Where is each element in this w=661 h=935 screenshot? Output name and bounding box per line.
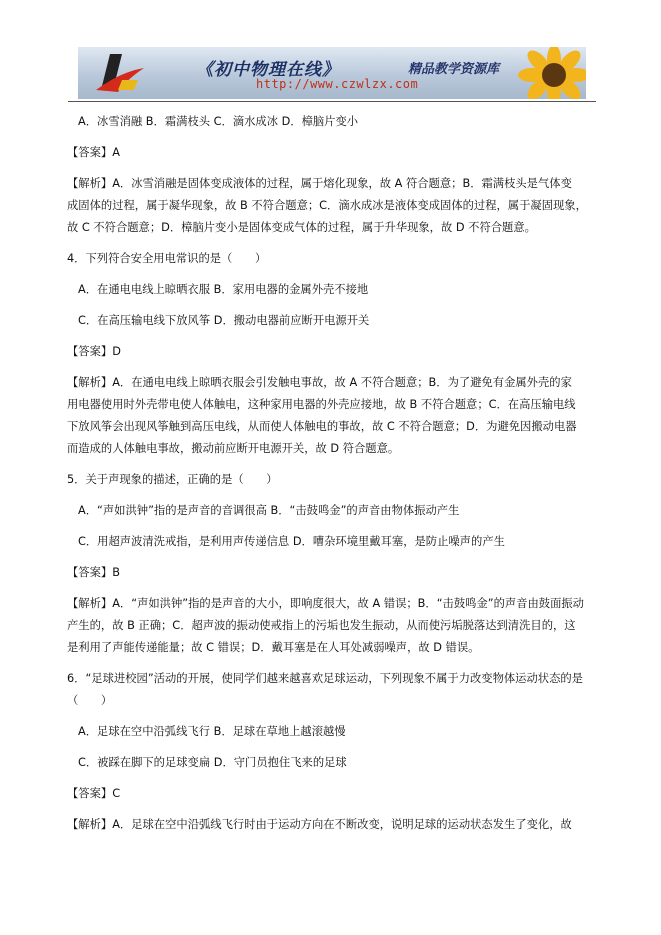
- sunflower-icon: [514, 47, 586, 99]
- options-line: A．“声如洪钟”指的是声音的音调很高 B．“击鼓鸣金”的声音由物体振动产生: [78, 504, 460, 517]
- explanation-line: 【解析】A．在通电电线上晾晒衣服会引发触电事故，故 A 不符合题意；B．为了避免有金属外壳的家: [67, 376, 572, 389]
- explanation-line: 是利用了声能传递能量；故 C 错误；D．戴耳塞是在人耳处减弱噪声，故 D 错误。: [67, 641, 480, 654]
- options-line: C．被踩在脚下的足球变扁 D．守门员抱住飞来的足球: [78, 756, 347, 769]
- answer-line: 【答案】C: [67, 787, 121, 800]
- options-line: A．冰雪消融 B．霜满枝头 C．滴水成冰 D．樟脑片变小: [78, 115, 359, 128]
- banner-title: 《初中物理在线》: [196, 60, 340, 80]
- answer-line: 【答案】B: [67, 566, 120, 579]
- explanation-line: 产生的，故 B 正确；C．超声波的振动使戒指上的污垢也发生振动，从而使污垢脱落达到清洗目的，这: [67, 619, 576, 632]
- site-banner: [78, 47, 586, 99]
- banner-url: http://www.czwlzx.com: [256, 77, 419, 91]
- explanation-line: 用电器使用时外壳带电使人体触电，这种家用电器的外壳应接地，故 B 不符合题意；C．在高压输电线: [67, 398, 576, 411]
- answer-line: 【答案】A: [67, 146, 120, 159]
- banner-subtitle: 精品教学资源库: [408, 62, 500, 77]
- header-rule: [68, 101, 596, 102]
- options-line: A．足球在空中沿弧线飞行 B．足球在草地上越滚越慢: [78, 725, 346, 738]
- question-5: 5．关于声现象的描述，正确的是（ ）: [67, 473, 278, 486]
- explanation-line: 【解析】A．冰雪消融是固体变成液体的过程，属于熔化现象，故 A 符合题意；B．霜满枝头是气体变: [67, 177, 572, 190]
- document-body: [67, 106, 599, 836]
- answer-line: 【答案】D: [67, 345, 121, 358]
- explanation-line: 成固体的过程，属于凝华现象，故 B 不符合题意；C．滴水成冰是液体变成固体的过程，属于凝固现象，: [67, 199, 587, 212]
- explanation-line: 而造成的人体触电事故，搬动前应断开电源开关，故 D 符合题意。: [67, 442, 400, 455]
- options-line: A．在通电电线上晾晒衣服 B．家用电器的金属外壳不接地: [78, 283, 369, 296]
- question-4: 4．下列符合安全用电常识的是（ ）: [67, 252, 267, 265]
- options-line: C．用超声波清洗戒指，是利用声传递信息 D．嘈杂环境里戴耳塞，是防止噪声的产生: [78, 535, 505, 548]
- explanation-line: 故 C 不符合题意；D．樟脑片变小是固体变成气体的过程，属于升华现象，故 D 不符合题意。: [67, 221, 536, 234]
- site-logo-icon: [92, 50, 148, 96]
- explanation-line: 【解析】A．“声如洪钟”指的是声音的大小，即响度很大，故 A 错误；B．“击鼓鸣金”的声音由鼓面振动: [67, 597, 584, 610]
- options-line: C．在高压输电线下放风筝 D．搬动电器前应断开电源开关: [78, 314, 370, 327]
- explanation-line: 【解析】A．足球在空中沿弧线飞行时由于运动方向在不断改变，说明足球的运动状态发生了变化，故: [67, 818, 572, 831]
- explanation-line: 下放风筝会出现风筝触到高压电线，从而使人体触电的事故，故 C 不符合题意；D．为避免因搬动电器: [67, 420, 577, 433]
- question-6-bracket: （ ）: [67, 694, 113, 707]
- question-6: 6．“足球进校园”活动的开展，使同学们越来越喜欢足球运动，下列现象不属于力改变物体运动状态的是: [67, 672, 583, 685]
